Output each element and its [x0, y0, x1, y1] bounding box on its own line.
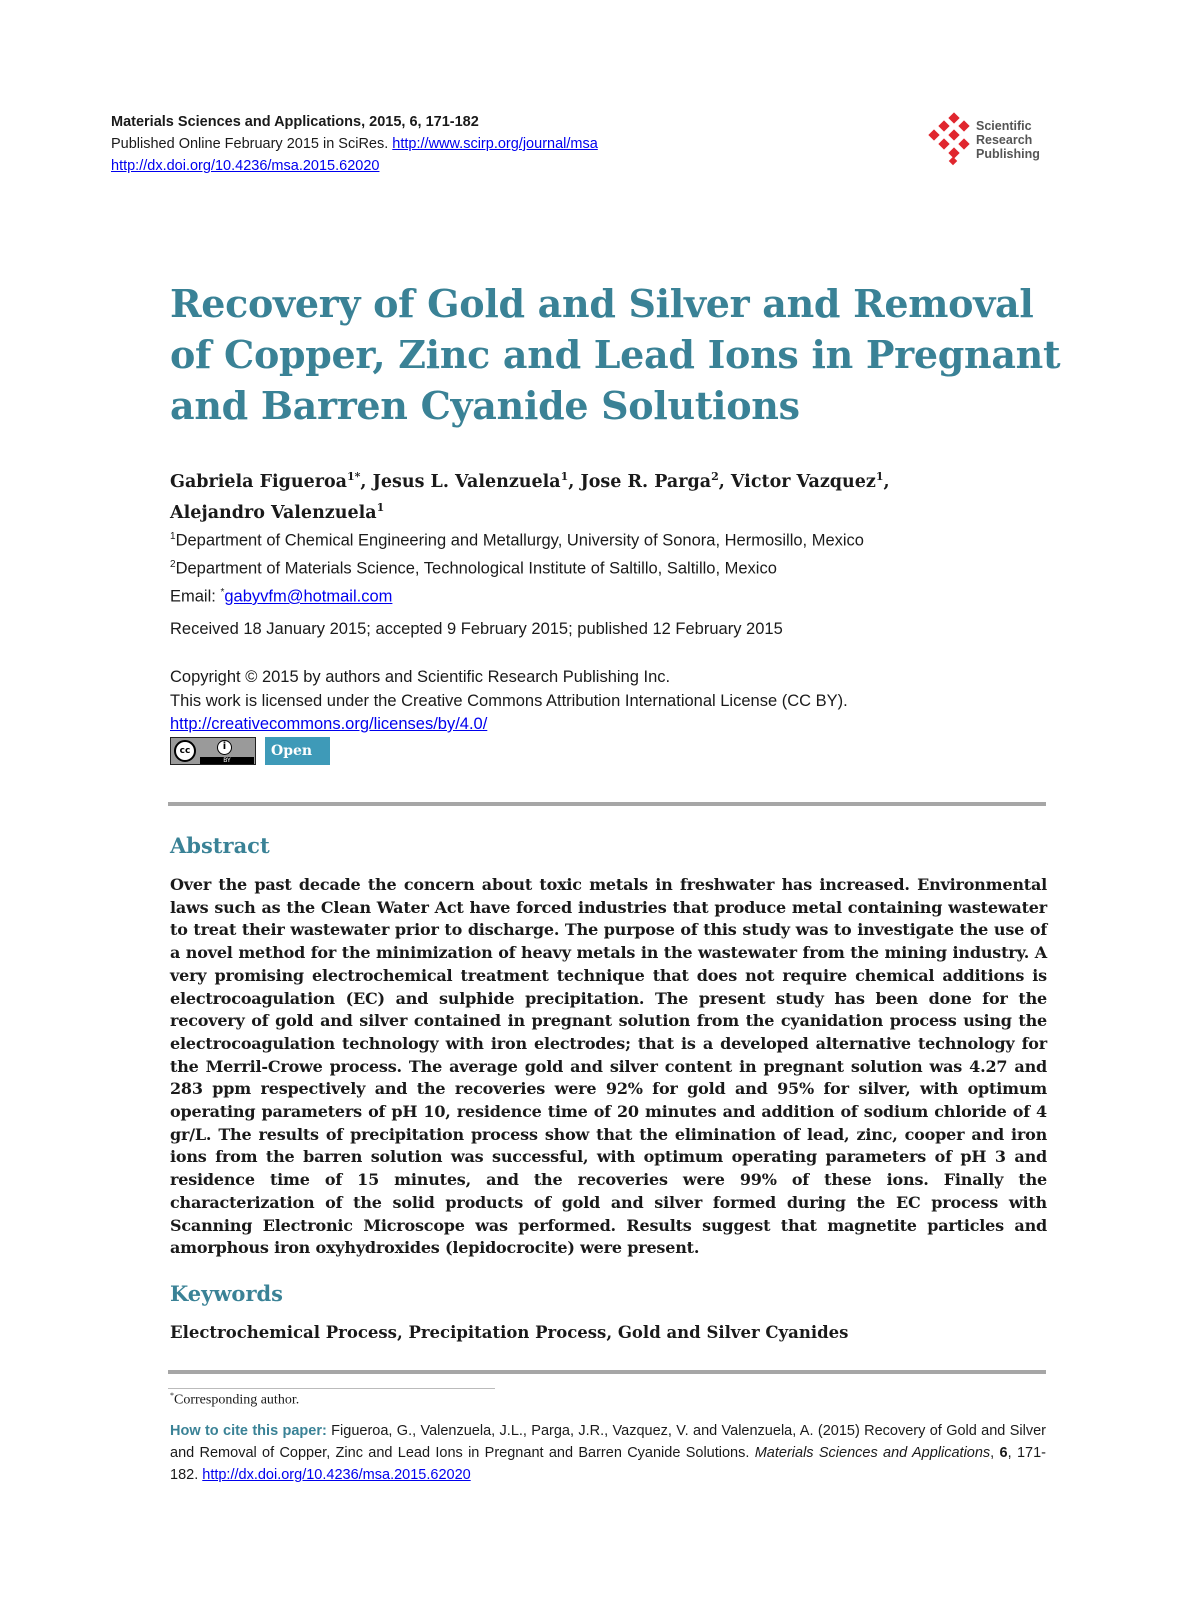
- published-text: Published Online February 2015 in SciRes.: [111, 136, 393, 152]
- attribution-person-icon: i: [217, 740, 232, 755]
- corresponding-author-note: *Corresponding author.: [170, 1391, 300, 1408]
- author: Jesus L. Valenzuela$^1$,: [372, 470, 581, 492]
- publication-dates: Received 18 January 2015; accepted 9 February 2015; published 12 February 2015: [170, 620, 783, 638]
- cc-icon: cc: [174, 740, 196, 762]
- abstract-heading: Abstract: [170, 833, 270, 858]
- affiliations: [170, 525, 864, 609]
- copyright-block: [170, 666, 848, 737]
- logo-line-3: Publishing: [976, 147, 1040, 161]
- email-line: Email: *gabyvfm@hotmail.com: [170, 587, 393, 606]
- cite-volume: 6: [999, 1445, 1008, 1461]
- journal-link[interactable]: http://www.scirp.org/journal/msa: [392, 136, 598, 152]
- how-to-cite: How to cite this paper: Figueroa, G., Valenzuela, J.L., Parga, J.R., Vazquez, V. and Valenzuela, A. (2015) Recovery of Gold and Silver and Removal of Copper, Zinc and Lead Ions in Pregnant and Barren Cyanide Solutions. Materials Sciences and Applications, 6, 171-182. http://dx.doi.org/10.4236/msa.2015.62020: [170, 1423, 1046, 1483]
- copyright-line: Copyright © 2015 by authors and Scientific Research Publishing Inc.: [170, 668, 671, 686]
- journal-citation: Materials Sciences and Applications, 2015, 6, 171-182: [111, 114, 479, 130]
- journal-header: [111, 111, 598, 177]
- keywords-text: Electrochemical Process, Precipitation Process, Gold and Silver Cyanides: [170, 1323, 849, 1342]
- abstract-text: Over the past decade the concern about toxic metals in freshwater has increased. Environmental laws such as the Clean Water Act have forced industries that produce metal containing wastewater to treat their wastewater prior to discharge. The purpose of this study was to investigate the use of a novel method for the minimization of heavy metals in the wastewater from the mining industry. A very promising electrochemical treatment technique that does not require chemical additions is electrocoagulation (EC) and sulphide precipitation. The present study has been done for the recovery of gold and silver contained in pregnant solution from the cyanidation process using the electrocoagulation technology with iron electrodes; that is a developed alternative technology for the Merril-Crowe process. The average gold and silver content in pregnant solution was 4.27 and 283 ppm respectively and the recoveries were 92% for gold and 95% for silver, with optimum operating parameters of pH 10, residence time of 20 minutes and addition of sodium chloride of 4 gr/L. The results of precipitation process show that the elimination of lead, zinc, cooper and iron ions from the barren solution was successful, with optimum operating parameters of pH 3 and residence time of 15 minutes, and the recoveries were 99% of these ions. Finally the characterization of the solid products of gold and silver formed during the EC process with Scanning Electronic Microscope was performed. Results suggest that magnetite particles and amorphous iron oxyhydroxides (lepidocrocite) were present.: [170, 875, 1047, 1258]
- cite-pages: , 171-182.: [170, 1445, 1046, 1483]
- paper-title: Recovery of Gold and Silver and Removal of Copper, Zinc and Lead Ions in Pregnant and Barren Cyanide Solutions: [170, 281, 1061, 428]
- cc-by-badge[interactable]: [170, 737, 256, 765]
- author-list: [170, 464, 1050, 526]
- email-link[interactable]: gabyvfm@hotmail.com: [224, 587, 393, 606]
- keywords-heading: Keywords: [170, 1281, 284, 1306]
- publisher-logo: [928, 112, 1068, 168]
- published-line: [111, 133, 598, 155]
- doi-link[interactable]: http://dx.doi.org/10.4236/msa.2015.62020: [111, 158, 380, 174]
- cite-text: Figueroa, G., Valenzuela, J.L., Parga, J.R., Vazquez, V. and Valenzuela, A. (2015) Recovery of Gold and Silver and Removal of Copper, Zinc and Lead Ions in Pregnant and Barren Cyanide Solutions.: [170, 1423, 1046, 1461]
- publisher-name: [976, 119, 1040, 161]
- affiliation-2: $^2$Department of Materials Science, Technological Institute of Saltillo, Saltillo, Mexico: [170, 559, 777, 578]
- cc-by-label: BY: [200, 757, 254, 764]
- section-divider: [168, 802, 1046, 806]
- cite-doi-link[interactable]: http://dx.doi.org/10.4236/msa.2015.62020: [202, 1467, 471, 1483]
- section-divider: [168, 1370, 1046, 1374]
- footnote-divider: [168, 1388, 495, 1389]
- license-link[interactable]: http://creativecommons.org/licenses/by/4.0/: [170, 715, 488, 733]
- author: Victor Vazquez$^1$,: [730, 470, 890, 492]
- license-line: This work is licensed under the Creative Commons Attribution International License (CC BY).: [170, 691, 848, 710]
- cite-label: How to cite this paper:: [170, 1423, 327, 1439]
- author: Alejandro Valenzuela$^1$: [170, 500, 385, 523]
- author: Jose R. Parga$^2$,: [580, 470, 731, 492]
- logo-line-2: Research: [976, 133, 1033, 147]
- open-access-badge[interactable]: Open Access: [265, 737, 330, 765]
- author: Gabriela Figueroa$^{1*}$,: [170, 470, 373, 492]
- affiliation-1: $^1$Department of Chemical Engineering and Metallurgy, University of Sonora, Hermosillo, Mexico: [170, 531, 864, 550]
- logo-line-1: Scientific: [976, 119, 1032, 133]
- cite-journal: Materials Sciences and Applications: [754, 1445, 991, 1461]
- diamond-cluster-icon: [928, 112, 976, 168]
